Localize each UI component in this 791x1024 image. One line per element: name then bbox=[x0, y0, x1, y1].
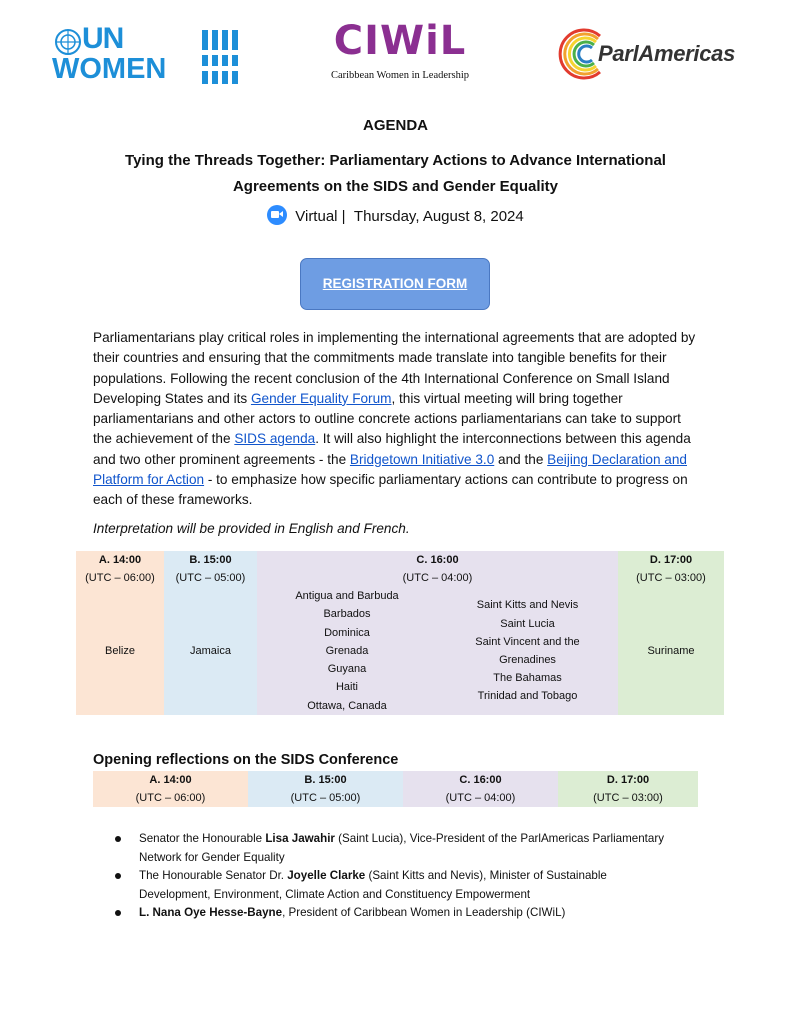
parlamericas-logo bbox=[556, 24, 756, 84]
timezone-countries-row bbox=[76, 587, 724, 715]
ciwil-logo-subtitle: Caribbean Women in Leadership bbox=[330, 70, 470, 81]
speaker-name: L. Nana Oye Hesse-Bayne bbox=[139, 906, 283, 920]
intro-paragraph bbox=[93, 328, 703, 511]
opening-zone-c-time: C. 16:00 bbox=[403, 771, 558, 789]
country: Ottawa, Canada bbox=[307, 699, 387, 712]
agenda-heading: AGENDA bbox=[362, 117, 428, 134]
opening-time-row bbox=[93, 771, 698, 789]
country: The Bahamas bbox=[493, 672, 562, 685]
zone-d-countries: Suriname bbox=[618, 587, 724, 715]
speaker-name: Joyelle Clarke bbox=[287, 869, 366, 883]
country: Dominica bbox=[324, 626, 370, 639]
zone-b-countries: Jamaica bbox=[164, 587, 257, 715]
timezone-utc-row bbox=[76, 569, 724, 587]
opening-zone-a-time: A. 14:00 bbox=[93, 771, 248, 789]
opening-zone-b-utc: (UTC – 05:00) bbox=[248, 789, 403, 807]
zone-c-time: C. 16:00 bbox=[257, 551, 618, 569]
ciwil-logo-mark: CIWiL bbox=[333, 18, 467, 64]
gender-equality-forum-link[interactable]: Gender Equality Forum bbox=[250, 390, 392, 406]
intro-text: and the bbox=[494, 451, 548, 467]
list-item bbox=[112, 904, 672, 923]
intro-text: Parliamentarians play critical roles in implementing the international agreements that are adopted by their countries and ensuring that the commitments made translate into tangible benefits for their populations. Following the recent conclusion of the 4th International Conference on Small Island Developing States and its bbox=[93, 330, 696, 406]
zone-c-utc: (UTC – 04:00) bbox=[257, 569, 618, 587]
speaker-title: Senator the Honourable bbox=[139, 832, 266, 845]
virtual-label: Virtual | bbox=[295, 208, 346, 225]
country: Antigua and Barbuda bbox=[295, 590, 399, 603]
sids-agenda-link[interactable]: SIDS agenda bbox=[234, 431, 316, 447]
opening-zone-b-time: B. 15:00 bbox=[248, 771, 403, 789]
un-women-symbol-icon bbox=[202, 30, 238, 84]
parlamericas-logo-text: ParlAmericas bbox=[598, 41, 736, 66]
country: Guyana bbox=[327, 663, 367, 676]
beijing-declaration-link[interactable]: Beijing Declaration and Platform for Action bbox=[93, 451, 687, 488]
intro-text: . It will also highlight the interconnections between this agenda and two other prominent agreements - the bbox=[93, 431, 691, 467]
opening-time-table bbox=[93, 771, 698, 807]
un-women-logo bbox=[52, 22, 242, 86]
ciwil-logo bbox=[320, 18, 480, 93]
country: Barbados bbox=[323, 608, 371, 621]
speaker-name: Lisa Jawahir bbox=[265, 832, 335, 845]
bridgetown-initiative-link[interactable]: Bridgetown Initiative 3.0 bbox=[349, 451, 495, 467]
bullet-icon bbox=[115, 910, 121, 916]
registration-form-button[interactable] bbox=[300, 258, 490, 310]
opening-zone-a-utc: (UTC – 06:00) bbox=[93, 789, 248, 807]
un-logo-text: UN bbox=[82, 22, 124, 55]
opening-zone-d-time: D. 17:00 bbox=[558, 771, 698, 789]
event-details bbox=[0, 205, 791, 225]
event-date: Thursday, August 8, 2024 bbox=[353, 208, 524, 225]
list-item bbox=[112, 830, 672, 867]
timezone-table bbox=[76, 551, 724, 715]
speaker-role: (Saint Lucia), Vice-President of the ParlAmericas Parliamentary Network for Gender Equality bbox=[139, 832, 665, 864]
un-emblem-icon bbox=[54, 28, 82, 56]
page-title: Tying the Threads Together: Parliamentary Actions to Advance International Agreements on the SIDS and Gender Equality bbox=[125, 152, 666, 195]
country: Haiti bbox=[335, 681, 358, 694]
zone-b-time: B. 15:00 bbox=[164, 551, 257, 569]
country: Grenadines bbox=[499, 654, 556, 666]
bullet-icon bbox=[115, 873, 121, 879]
country: Saint Lucia bbox=[500, 617, 555, 630]
country: Saint Kitts and Nevis bbox=[476, 599, 579, 612]
speaker-title: The Honourable Senator Dr. bbox=[139, 869, 288, 883]
zone-d-time: D. 17:00 bbox=[618, 551, 724, 569]
zoom-camera-icon bbox=[267, 205, 287, 225]
list-item bbox=[112, 867, 672, 904]
logo-row bbox=[0, 18, 791, 96]
zone-a-utc: (UTC – 06:00) bbox=[76, 569, 164, 587]
speaker-role: , President of Caribbean Women in Leadership (CIWiL) bbox=[282, 906, 566, 920]
interpretation-note: Interpretation will be provided in English and French. bbox=[93, 521, 410, 536]
opening-zone-d-utc: (UTC – 03:00) bbox=[558, 789, 698, 807]
women-logo-text: WOMEN bbox=[52, 53, 167, 85]
registration-form-link[interactable]: REGISTRATION FORM bbox=[322, 276, 468, 291]
zone-d-utc: (UTC – 03:00) bbox=[618, 569, 724, 587]
zone-a-countries: Belize bbox=[76, 587, 164, 715]
country: Saint Vincent and the bbox=[475, 635, 580, 648]
bullet-icon bbox=[115, 836, 121, 842]
intro-text: , this virtual meeting will bring together parliamentarians and other actors to outline concrete actions parliamentarians can take to support the achievement of the bbox=[93, 390, 681, 447]
zone-c-countries-left bbox=[257, 587, 437, 715]
zone-a-time: A. 14:00 bbox=[76, 551, 164, 569]
timezone-header-row bbox=[76, 551, 724, 569]
speaker-list bbox=[112, 830, 672, 923]
country: Trinidad and Tobago bbox=[477, 690, 578, 703]
country: Grenada bbox=[325, 644, 369, 657]
zone-b-utc: (UTC – 05:00) bbox=[164, 569, 257, 587]
speaker-role: (Saint Kitts and Nevis), Minister of Sustainable Development, Environment, Climate Action and Constituency Empowerment bbox=[139, 869, 607, 901]
opening-reflections-heading: Opening reflections on the SIDS Conference bbox=[93, 752, 399, 768]
zone-c-countries-right bbox=[437, 587, 618, 715]
intro-text: - to emphasize how specific parliamentary actions can contribute to progress on each of these frameworks. bbox=[93, 472, 688, 508]
opening-utc-row bbox=[93, 789, 698, 807]
opening-zone-c-utc: (UTC – 04:00) bbox=[403, 789, 558, 807]
